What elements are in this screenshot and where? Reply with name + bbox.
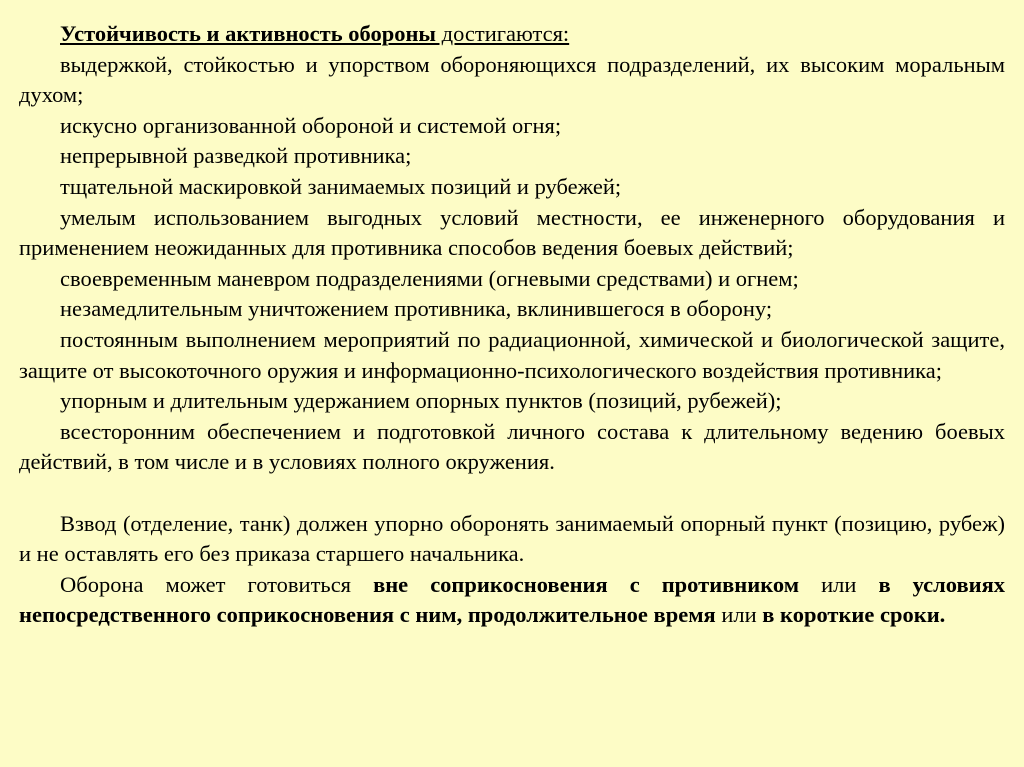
defense-text: Оборона может готовиться [60,571,374,597]
defense-text: или [799,571,879,597]
defense-text: или [715,602,763,628]
platoon-paragraph: Взвод (отделение, танк) должен упорно оборонять занимаемый опорный пункт (позицию, рубеж) и не оставлять его без приказа старшего начальника. [19,510,1005,567]
defense-bold-text: в условиях непосредственного соприкосновения с ним, продолжительное время [19,571,1006,628]
list-item: всесторонним обеспечением и подготовкой личного состава к длительному ведению боевых действий, в том числе и в условиях полного окружения. [19,418,1005,475]
list-item: умелым использованием выгодных условий местности, ее инженерного оборудования и применением неожиданных для противника способов ведения боевых действий; [19,204,1005,261]
list-item: своевременным маневром подразделениями (огневыми средствами) и огнем; [60,265,799,291]
heading-rest-text: достигаются: [436,21,570,46]
list-item: постоянным выполнением мероприятий по радиационной, химической и биологической защите, защите от высокоточного оружия и информационно-психологического воздействия противника; [19,326,1005,383]
list-item: непрерывной разведкой противника; [60,143,412,169]
list-item: незамедлительным уничтожением противника, вклинившегося в оборону; [60,296,773,322]
defense-paragraph [19,570,1005,631]
list-item: выдержкой, стойкостью и упорством обороняющихся подразделений, их высоким моральным духом; [19,51,1005,108]
heading-bold-text: Устойчивость и активность обороны [60,21,436,46]
defense-bold-text: в короткие сроки. [762,602,946,628]
list-item: искусно организованной обороной и системой огня; [60,112,562,138]
section-heading [19,19,1005,50]
defense-bold-text: вне соприкосновения с противником [373,571,800,597]
paragraph-gap [19,478,1005,509]
list-item: тщательной маскировкой занимаемых позиций и рубежей; [60,173,622,199]
list-item: упорным и длительным удержанием опорных пунктов (позиций, рубежей); [60,388,782,414]
